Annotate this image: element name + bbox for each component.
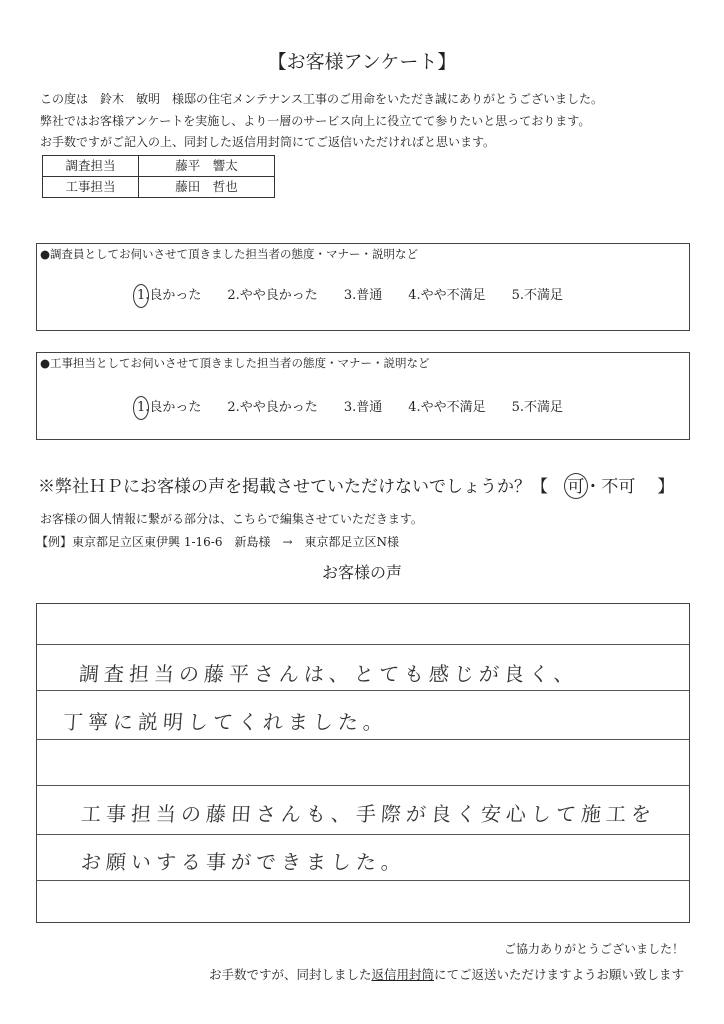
question-text: ●工事担当としてお伺いさせて頂きました担当者の態度・マナー・説明など <box>40 356 430 370</box>
table-row <box>43 177 275 198</box>
hp-option-yes-selected[interactable]: 可 <box>567 477 585 497</box>
staff-role: 工事担当 <box>43 177 139 198</box>
handwritten-line-1: 調査担当の藤平さんは、とても感じが良く、 <box>78 662 580 686</box>
ruled-line <box>37 785 689 786</box>
handwritten-line-4: お願いする事ができました。 <box>80 850 407 874</box>
hp-option-no[interactable]: 不可 <box>601 477 636 497</box>
ruled-line <box>37 644 689 645</box>
staff-name: 藤平 響太 <box>139 156 275 177</box>
ruled-line <box>37 834 689 835</box>
option-3[interactable]: 3.普通 <box>343 400 383 415</box>
intro-line-2: 弊社ではお客様アンケートを実施し、より一層のサービス向上に役立てて参りたいと思っております。 <box>40 114 591 128</box>
table-row <box>43 156 275 177</box>
staff-table <box>42 155 275 198</box>
ruled-line <box>37 690 689 691</box>
intro-line-1: この度は 鈴木 敏明 様邸の住宅メンテナンス工事のご用命をいただき誠にありがとうございました。 <box>40 92 604 106</box>
staff-name: 藤田 哲也 <box>139 177 275 198</box>
option-3[interactable]: 3.普通 <box>343 288 383 303</box>
survey-question-1 <box>36 243 690 331</box>
handwritten-line-2: 丁寧に説明してくれました。 <box>62 710 389 734</box>
customer-voice-box[interactable] <box>36 603 690 923</box>
hp-separator: ・ <box>584 477 602 497</box>
intro-line-3: お手数ですがご記入の上、同封した返信用封筒にてご返信いただければと思います。 <box>40 135 496 149</box>
option-5[interactable]: 5.不満足 <box>511 400 564 415</box>
handwritten-line-3: 工事担当の藤田さんも、手際が良く安心して施工を <box>80 802 657 826</box>
staff-role: 調査担当 <box>43 156 139 177</box>
option-2[interactable]: 2.やや良かった <box>227 400 318 415</box>
option-4[interactable]: 4.やや不満足 <box>408 400 486 415</box>
closing-post: にてご返送いただけますようお願い致します <box>433 967 684 982</box>
option-2[interactable]: 2.やや良かった <box>227 288 318 303</box>
option-5[interactable]: 5.不満足 <box>511 288 564 303</box>
hp-question-text: ※弊社ＨＰにお客様の声を掲載させていただけないでしょうか？【 <box>38 477 548 497</box>
voice-title: お客様の声 <box>321 563 402 582</box>
option-1-selected[interactable]: 1.良かった <box>137 400 202 415</box>
hp-close-bracket: 】 <box>657 477 675 497</box>
page-title: 【お客様アンケート】 <box>267 51 457 73</box>
closing-text <box>209 967 684 983</box>
option-1-selected[interactable]: 1.良かった <box>137 288 202 303</box>
thanks-text: ご協力ありがとうございました！ <box>503 942 684 956</box>
closing-pre: お手数ですが、同封しました <box>208 967 372 982</box>
hp-permission-question <box>38 476 674 498</box>
ruled-line <box>37 739 689 740</box>
privacy-note: お客様の個人情報に繋がる部分は、こちらで編集させていただきます。 <box>40 512 423 526</box>
closing-underlined: 返信用封筒 <box>371 967 434 982</box>
ruled-line <box>37 880 689 881</box>
question-text: ●調査員としてお伺いさせて頂きました担当者の態度・マナー・説明など <box>40 247 419 261</box>
example-note: 【例】東京都足立区東伊興 1-16-6 新島様 → 東京都足立区N様 <box>36 535 400 549</box>
option-4[interactable]: 4.やや不満足 <box>408 288 486 303</box>
survey-question-2 <box>36 352 690 440</box>
